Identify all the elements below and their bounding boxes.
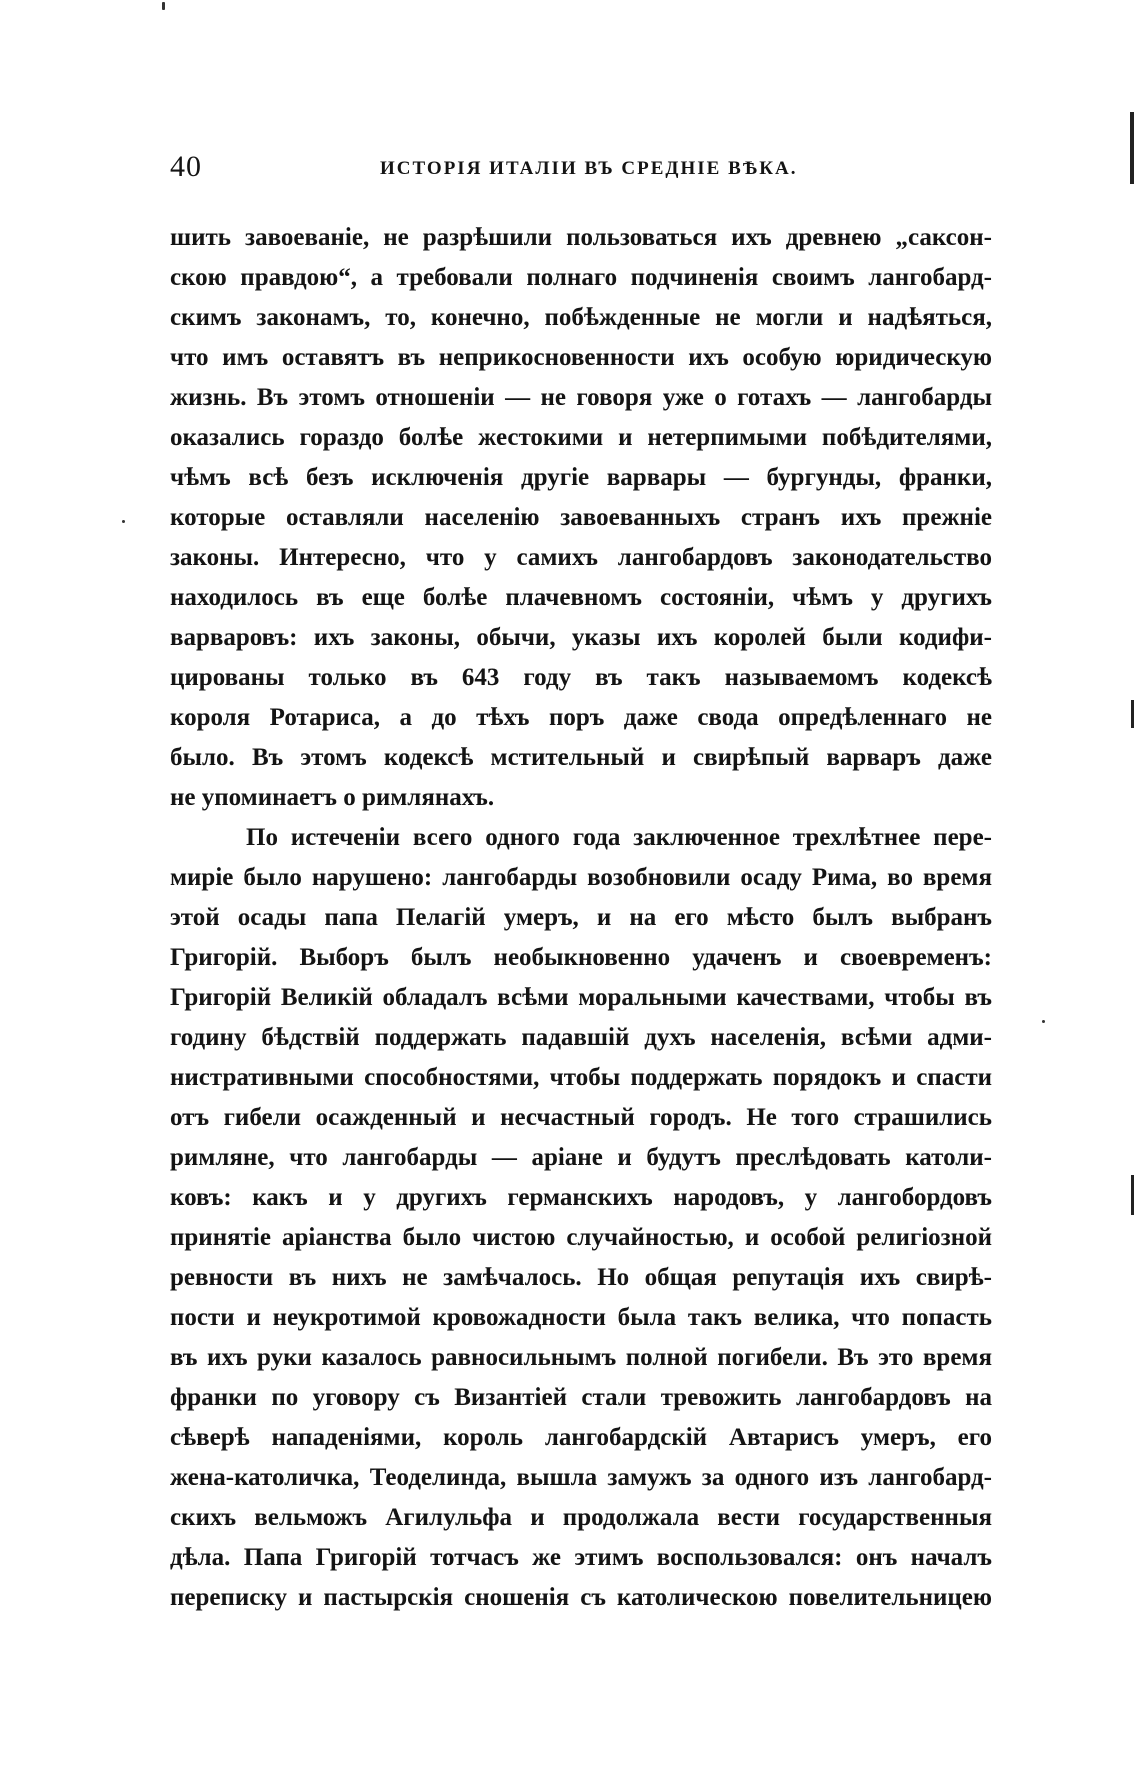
body-text <box>170 218 992 1618</box>
text-line: варваровъ: ихъ законы, обычи, указы ихъ королей были кодифи- <box>170 624 992 651</box>
scan-edge-mark <box>1131 700 1134 728</box>
text-line: Григорій Великій обладалъ всѣми моральными качествами, чтобы въ <box>170 984 992 1011</box>
text-line: принятіе аріанства было чистою случайностью, и особой религіозной <box>170 1224 992 1251</box>
text-line: короля Ротариса, а до тѣхъ поръ даже свода опредѣленнаго не <box>170 704 992 731</box>
scan-speck <box>122 520 125 523</box>
text-line: скихъ вельможъ Агилульфа и продолжала вести государственныя <box>170 1504 992 1531</box>
text-line: скимъ законамъ, то, конечно, побѣжденные не могли и надѣяться, <box>170 304 992 331</box>
scan-edge-mark <box>1131 1175 1134 1215</box>
text-line: дѣла. Папа Григорій тотчасъ же этимъ воспользовался: онъ началъ <box>170 1544 992 1571</box>
text-line: что имъ оставятъ въ неприкосновенности ихъ особую юридическую <box>170 344 992 371</box>
scan-edge-mark <box>1130 112 1134 184</box>
text-line: находилось въ еще болѣе плачевномъ состояніи, чѣмъ у другихъ <box>170 584 992 611</box>
text-line: шить завоеваніе, не разрѣшили пользоваться ихъ древнею „саксон- <box>170 224 992 251</box>
text-line: миріе было нарушено: лангобарды возобновили осаду Рима, во время <box>170 864 992 891</box>
running-title: ИСТОРІЯ ИТАЛІИ ВЪ СРЕДНІЕ ВѢКА. <box>380 158 798 179</box>
text-line: скою правдою“, а требовали полнаго подчиненія своимъ лангобард- <box>170 264 992 291</box>
text-line: Григорій. Выборъ былъ необыкновенно удаченъ и своевременъ: <box>170 944 992 971</box>
text-line: пости и неукротимой кровожадности была такъ велика, что попасть <box>170 1304 992 1331</box>
text-line: франки по уговору съ Византіей стали тревожить лангобардовъ на <box>170 1384 992 1411</box>
text-line: жизнь. Въ этомъ отношеніи — не говоря уже о готахъ — лангобарды <box>170 384 992 411</box>
text-line: цированы только въ 643 году въ такъ называемомъ кодексѣ <box>170 664 992 691</box>
text-line: которые оставляли населенію завоеванныхъ странъ ихъ прежніе <box>170 504 992 531</box>
text-line: сѣверѣ нападеніями, король лангобардскій Автарисъ умеръ, его <box>170 1424 992 1451</box>
paragraph-end-line: не упоминаетъ о римлянахъ. <box>170 784 495 811</box>
running-head <box>170 150 990 190</box>
text-line: отъ гибели осажденный и несчастный городъ. Не того страшились <box>170 1104 992 1131</box>
page-number: 40 <box>170 150 202 183</box>
text-line: чѣмъ всѣ безъ исключенія другіе варвары — бургунды, франки, <box>170 464 992 491</box>
text-line: ковъ: какъ и у другихъ германскихъ народовъ, у лангобордовъ <box>170 1184 992 1211</box>
text-line: оказались гораздо болѣе жестокими и нетерпимыми побѣдителями, <box>170 424 992 451</box>
text-line: римляне, что лангобарды — аріане и будутъ преслѣдовать католи- <box>170 1144 992 1171</box>
text-line: нистративными способностями, чтобы поддержать порядокъ и спасти <box>170 1064 992 1091</box>
text-line: жена-католичка, Теоделинда, вышла замужъ за одного изъ лангобард- <box>170 1464 992 1491</box>
text-line: было. Въ этомъ кодексѣ мстительный и свирѣпый варваръ даже <box>170 744 992 771</box>
paragraph-start-line: По истеченіи всего одного года заключенное трехлѣтнее пере- <box>246 824 992 851</box>
text-line: въ ихъ руки казалось равносильнымъ полной погибели. Въ это время <box>170 1344 992 1371</box>
scan-speck <box>1042 1020 1045 1023</box>
scan-speck <box>162 2 165 10</box>
text-line: законы. Интересно, что у самихъ лангобардовъ законодательство <box>170 544 992 571</box>
text-line: ревности въ нихъ не замѣчалось. Но общая репутація ихъ свирѣ- <box>170 1264 992 1291</box>
text-line: этой осады папа Пелагій умеръ, и на его мѣсто былъ выбранъ <box>170 904 992 931</box>
text-line: переписку и пастырскія сношенія съ католическою повелительницею <box>170 1584 992 1611</box>
text-line: годину бѣдствій поддержать падавшій духъ населенія, всѣми адми- <box>170 1024 992 1051</box>
